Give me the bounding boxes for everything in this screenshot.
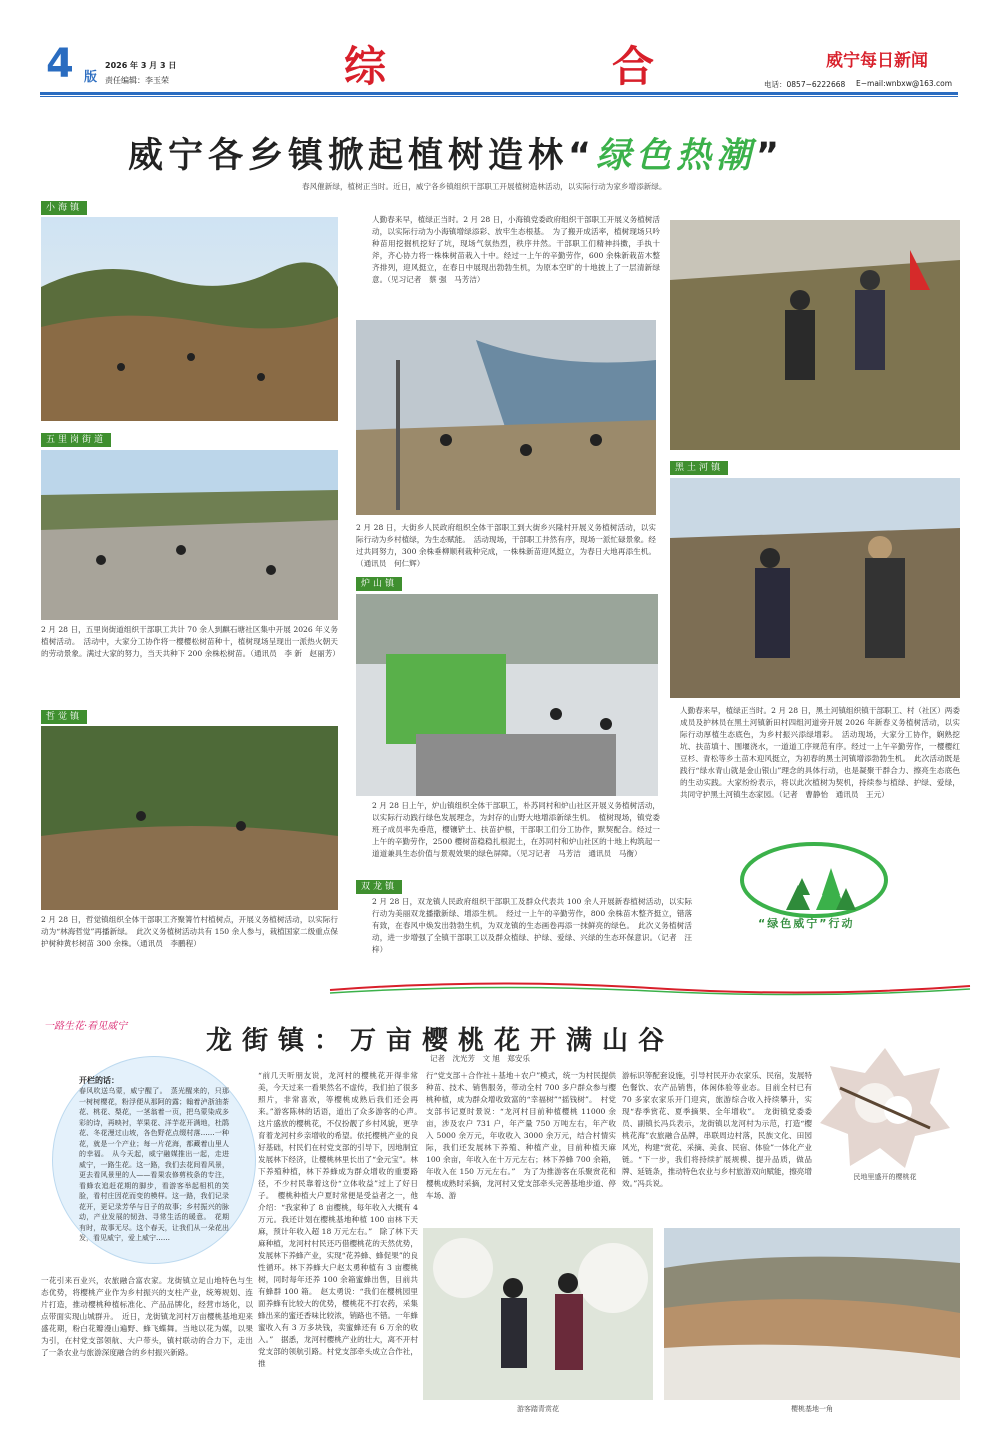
- photo-hetu-1: [670, 220, 960, 450]
- headline-highlight: 绿色热潮: [596, 136, 757, 176]
- headline-lead: 春风催新绿，植树正当时。近日，威宁各乡镇组织干部职工开展植树造林活动，以实际行动为家乡增添新绿。: [302, 182, 667, 191]
- text-xuechang: 2 月 28 日，哲觉镇组织全体干部职工齐聚箐竹村植树点，开展义务植树活动，以实际行动为“林海哲觉”再播新绿。 此次义务植树活动共有 150 余人参与，栽植国家二级重点保护树种黄杉树苗 300 余株。（通讯员 李鹏程）: [41, 915, 338, 948]
- photo-flower: [820, 1048, 950, 1168]
- section-title-1: 综: [344, 42, 389, 91]
- photo-flower-image: [820, 1048, 950, 1168]
- text-xiaohai: 人勤春来早，植绿正当时。2 月 28 日，小海镇党委政府组织干部职工开展义务植树活动，以实际行动为小海镇增绿添彩、放牢生态根基。 为了搬开成活率，植树现场只吟种苗用挖掘机挖好了坑，现场气氛热烈，秩序井然。干部职工们精神抖擞，手执十斧，齐心协力将一株株树苗栽入十中。经过一上午的辛勤劳作，600 余株新栽苗木整齐排列，迎风挺立，在春日中展现出勃勃生机，为原本空旷的十地披上了一层清新绿意。（见习记者 蔡 强 马芳洁）: [372, 215, 660, 284]
- feature-title: 龙街镇：万亩樱桃花开满山谷: [206, 1026, 675, 1056]
- editor: 责任编辑：李玉荣: [105, 76, 169, 85]
- section-divider: [330, 980, 970, 998]
- photo-lushan-image: [356, 594, 658, 796]
- headline: [128, 128, 784, 178]
- photo-xuechang: [41, 726, 338, 910]
- header-rule: [40, 92, 958, 95]
- label-shuanglong: 双龙镇: [356, 880, 402, 894]
- caption-people: 游客踏青赏花: [517, 1405, 559, 1413]
- text-lushan: 2 月 28 日上午，炉山镇组织全体干部职工，朴苏同村和炉山社区开展义务植树活动，以实际行动践行绿色发展理念，为封存的山野大地增添新绿生机。 植树现场，镇党委班子成员率先垂范，樱镶铲土、扶苗护根，干部职工们分工协作，默契配合。经过一上午的辛勤劳作，2500 樱树苗稳稳扎根泥土，在苏同村和炉山社区的十地上构筑起一道道兼具生态价值与景观效果的绿色屏障。（见习记者 马芳洁 通讯员 马衡）: [372, 801, 660, 858]
- caption-base: 樱桃基地一角: [791, 1405, 833, 1413]
- text-hetu: 人勤春来早，植绿正当时。2 月 28 日，黑土河镇组织镇干部职工、村（社区）两委成员及护林员在黑土河镇新田村四组河道旁开展 2026 年新春义务植树活动，以实际行动厚植生态底色，为乡村振兴添绿增彩。 活动现场，大家分工协作，娴熟挖坑、扶苗填十、围堰浇水，一道道工序规范有序。经过一上午辛勤劳作，一樱樱红豆杉、青松等乡土苗木迎风挺立，为初春的黑土河镇增添勃勃生机。 此次活动既是践行“绿水青山就是金山银山”理念的具体行动，也是凝聚干群合力、擦亮生态底色的生动实践。大家纷纷表示，将以此次植树为契机，持续参与植绿、护绿、爱绿，共同守护黑土河镇生态家园。（记者 曹静怡 通讯员 王元）: [680, 706, 960, 799]
- feature-col1: 一花引来百业兴，农旅融合富农家。龙街镇立足山地特色与生态优势，将樱桃产业作为乡村振兴的支柱产业，统筹规划、连片打造，推动樱桃种植标准化、产品品牌化，经营市场化，以点带面实现山城群升。 近日，龙街镇龙河村万亩樱桃基地迎来盛花期，粉白花瓣漫山遍野、蜂飞蝶舞。当地以花为媒，以果为引，在村党支部领航、大户带头，镇村联动的合力下，走出了一条农业与旅游深度融合的乡村振兴新路。: [41, 1276, 253, 1357]
- text-wuli: 2 月 28 日，五里岗街道组织干部职工共计 70 余人到麒石塘社区集中开展 2026 年义务植树活动。 活动中，大家分工协作将一樱樱松树苗种十，植树现场呈现出一派热火朝天的劳动景象。满过大家的努力，当天共种下 200 余株松树苗。（通讯员 李 新 赵丽芳）: [41, 625, 340, 658]
- text-shuanglong: 2 月 28 日，双龙镇人民政府组织干部职工及群众代表共 100 余人开展新春植树活动，以实际行动为美丽双龙播撒新绿、增添生机。 经过一上午的辛勤劳作，800 余株苗木整齐挺立，错落有致，在春风中焕发出勃勃生机，为双龙镇的生态画卷再添一抹鲜亮的绿色。 此次义务植树活动，进一步增强了全镇干部职工以及群众植绿、护绿、爱绿、兴绿的生态环保意识。（记者 汪梓）: [372, 897, 692, 954]
- email: E−mail:wnbxw@163.com: [856, 79, 953, 88]
- photo-dajie-image: [356, 320, 656, 515]
- photo-dajie: [356, 320, 656, 524]
- caption-flower: 民地里盛开的樱桃花: [853, 1173, 917, 1181]
- photo-wuli-image: [41, 450, 338, 620]
- photo-hetu-2: [670, 478, 960, 698]
- label-hetu: 黑土河镇: [670, 461, 728, 475]
- text-dajie: 2 月 28 日，大街乡人民政府组织全体干部职工到大街乡兴隆村开展义务植树活动，以实际行动为乡村植绿，为生态赋能。 活动现场，干部职工井然有序，现场一派忙碌景象。经过共同努力，300 余株垂柳顺利栽种完成，一株株新苗迎风挺立，为春日大地再添生机。（通讯员 何仁辉）: [356, 523, 656, 568]
- photo-hetu-1-image: [670, 220, 960, 450]
- headline-main: 威宁各乡镇掀起植树造林: [128, 136, 569, 176]
- photo-wuli: [41, 450, 338, 620]
- header-rule-thin: [40, 96, 958, 97]
- issue-date: 2026 年 3 月 3 日: [105, 61, 177, 70]
- photo-xiaohai-image: [41, 217, 338, 421]
- intro-text: 春风吹送乌蒙，威宁醒了。 蒸光醒来的，只那一树树樱花，粉浮便从那阿的露；翰着泸浙油茶花、桃花、梨花，一茎翁着一页，把乌蒙染成多彩的诗，再映衬，苹果花、洋芋花开满地，杜鹃花、冬花漫过山坡，各色野花点缀村落……一种花，就是一个产业；每一片花海，都藏着山里人的幸福。 从今天起，威宁融媒推出一起，走进威宁，一路生花。这一路，我们去花间看风景，更去看风景里的人——看果农修剪枝条的专注，看蜂农追赶花期的脚步，看游客举起相机的笑脸，看村庄因花而变的模样。这一路，我们记录花开，更记录芳华与日子的故事；乡村振兴的脉动，产业发展的韧劲、寻常生活的暖意。 花期有时，故事无尽。这个春天，让我们从一朵花出发，看见威宁，爱上威宁……: [79, 1087, 229, 1242]
- label-lushan: 炉山镇: [356, 577, 402, 591]
- feature-col2: “前几天听朋友说，龙河村的樱桃花开得非常美，今天过来一看果然名不虚传，我们拍了很多照片，非常喜欢，等樱桃成熟后我们还会再来。”游客陈林的话语，道出了众多游客的心声。 这片盛放的樱桃花，不仅扮靓了乡村风貌，更孕育着龙河村乡亲增收的希望。依托樱桃产业的良好基础，村民们在村党支部的引导下，因地制宜发展林下经济，让樱桃林里长出了“金元宝”。林下养殖种植，林下养蜂成为群众增收的重要路径，不少村民靠着这份“立体收益”过上了好日子。 樱桃种植大户夏时常便是受益者之一，他介绍：“我家种了 8 亩樱桃，每年收入大概有 4 万元。我还计划在樱桃基地种植 100 亩林下天麻，预计年收入超 18 万元左右。” 除了林下天麻种植，龙河村村民还巧借樱桃花的天然优势，发展林下养蜂产业，实现“花养蜂、蜂促果”的良性循环。林下养蜂大户赵太勇种植有 3 亩樱桃树，同时每年还养 100 余箱蜜蜂出售，目前共有蜂群 100 箱。 赵太勇说：“我们在樱桃园里面养蜂有比较大的优势，樱桃花不打农药，采集蜂出来的蜜还香味比较浓，销路也不错。一年蜂蜜收入有 3 万多块钱，卖蜜蜂还有 6 万余的收入。” 据悉，龙河村樱桃产业的壮大，离不开村党支部的领航引路。村党支部牵头成立合作社，推: [258, 1071, 426, 1368]
- label-wuli: 五里岗街道: [41, 433, 111, 447]
- photo-xuechang-image: [41, 726, 338, 910]
- photo-lushan: [356, 594, 658, 796]
- photo-people-image: [423, 1228, 653, 1400]
- paper-name: 威宁每日新闻: [826, 51, 928, 71]
- page-suffix: 版: [84, 70, 98, 85]
- intro-box: [52, 1056, 256, 1264]
- intro-title: 开栏的话：: [79, 1075, 119, 1085]
- section-title-2: 合: [612, 42, 655, 91]
- label-xuechang: 哲觉镇: [41, 710, 87, 724]
- page-number: 4: [46, 41, 74, 87]
- logo-slogan: “绿色威宁”行动: [758, 917, 855, 930]
- column-tag: 一路生花·看见威宁: [44, 1021, 128, 1032]
- headline-quote-open: “: [568, 136, 597, 176]
- photo-hetu-2-image: [670, 478, 960, 698]
- photo-people: [423, 1228, 653, 1400]
- label-xiaohai: 小海镇: [41, 201, 87, 215]
- feature-col3: 行“党支部＋合作社＋基地＋农户”模式，统一为村民提供种苗、技术、销售服务，带动全村 700 多户群众参与樱桃种植，成为群众增收致富的“幸福树”“摇钱树”。 村党支部书记夏时景说：“龙河村目前种植樱桃 11000 余亩，涉及农户 731 户，年产量 750 万吨左右，年产收入 5000 余万元，年收收入 3000 余万元，结合村情实际，我们还发展林下养殖、种植产业，目前种植天麻 100 余亩，年收入在十万元左右；林下养蜂 700 余箱，年收入在 150 万元左右。” 为了为推游客在乐聚赏花和樱桃成熟时采摘，龙河村又党支部牵头完善基地步道、停车场、游: [426, 1071, 617, 1200]
- photo-base: [664, 1228, 960, 1400]
- headline-quote-close: ”: [756, 136, 785, 176]
- photo-base-image: [664, 1228, 960, 1400]
- photo-xiaohai: [41, 217, 338, 421]
- feature-col4: 游标识等配套设施，引导村民开办农家乐、民宿，发展特色餐饮、农产品销售，体闲体验等业态。目前全村已有 70 多家农家乐开门迎宾，旅游综合收入持续攀升，实现“春季赏花、夏季摘果、全年增收”。 龙街镇党委委员、副镇长冯兵表示，龙街镇以龙河村为示范，打造“樱桃花海”农旅融合品牌，串联周边村落，民族文化、田园风光，构建“赏花、采摘、美食、民宿、体验”一体化产业链。“下一步，我们将持续扩展规模、提升品质，做品牌、延链条，推动特色农业与乡村旅游双向赋能，擦亮增效。”冯兵说。: [622, 1071, 813, 1188]
- feature-byline: 记者 沈光芳 文 旭 郑安乐: [430, 1054, 530, 1063]
- phone: 电话：0857−6222668: [764, 80, 846, 89]
